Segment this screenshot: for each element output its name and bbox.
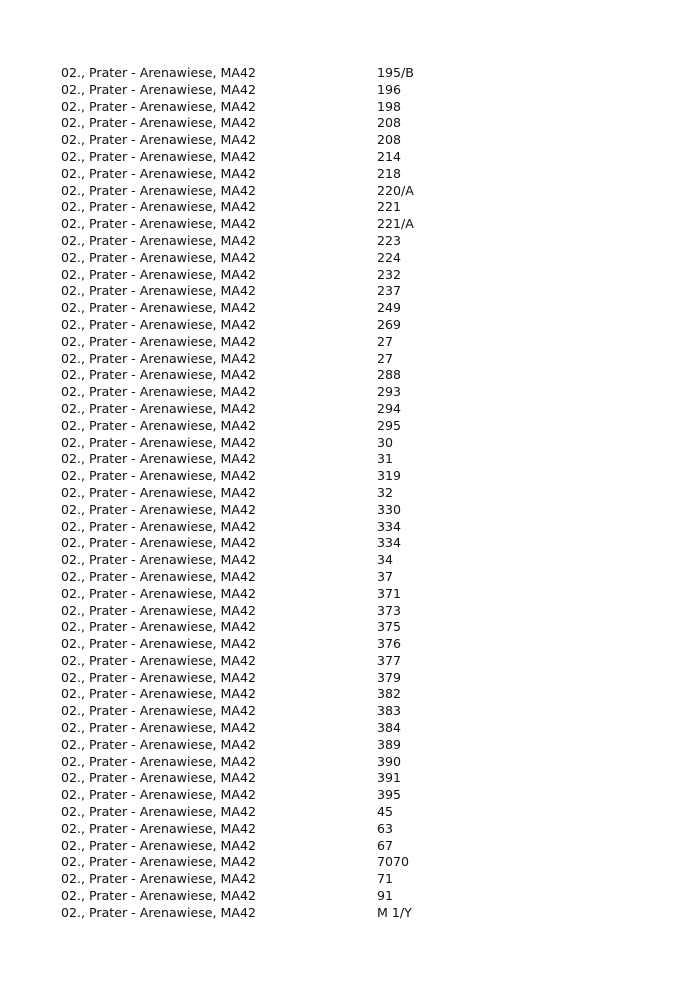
number-cell: 390: [377, 753, 402, 769]
number-cell: 294: [377, 400, 402, 416]
location-cell: 02., Prater - Arenawiese, MA42: [61, 417, 257, 433]
table-row: [61, 552, 481, 569]
location-cell: 02., Prater - Arenawiese, MA42: [61, 165, 257, 181]
location-cell: 02., Prater - Arenawiese, MA42: [61, 602, 257, 618]
location-cell: 02., Prater - Arenawiese, MA42: [61, 266, 257, 282]
table-row: [61, 737, 481, 754]
table-row: [61, 199, 481, 216]
location-cell: 02., Prater - Arenawiese, MA42: [61, 400, 257, 416]
table-row: [61, 149, 481, 166]
table-row: [61, 502, 481, 519]
location-cell: 02., Prater - Arenawiese, MA42: [61, 619, 257, 635]
location-cell: 02., Prater - Arenawiese, MA42: [61, 81, 257, 97]
number-cell: 224: [377, 249, 402, 265]
table-row: [61, 787, 481, 804]
table-row: [61, 435, 481, 452]
location-cell: 02., Prater - Arenawiese, MA42: [61, 367, 257, 383]
number-cell: 37: [377, 568, 394, 584]
table-row: [61, 535, 481, 552]
location-cell: 02., Prater - Arenawiese, MA42: [61, 501, 257, 517]
location-cell: 02., Prater - Arenawiese, MA42: [61, 182, 257, 198]
location-cell: 02., Prater - Arenawiese, MA42: [61, 720, 257, 736]
number-cell: 379: [377, 669, 402, 685]
table-row: [61, 485, 481, 502]
number-cell: 384: [377, 720, 402, 736]
number-cell: 391: [377, 770, 402, 786]
table-row: [61, 636, 481, 653]
table-row: [61, 854, 481, 871]
table-row: [61, 670, 481, 687]
number-cell: 31: [377, 451, 394, 467]
location-cell: 02., Prater - Arenawiese, MA42: [61, 585, 257, 601]
number-cell: 334: [377, 535, 402, 551]
table-row: [61, 65, 481, 82]
location-cell: 02., Prater - Arenawiese, MA42: [61, 199, 257, 215]
number-cell: 195/B: [377, 65, 414, 80]
location-cell: 02., Prater - Arenawiese, MA42: [61, 753, 257, 769]
location-cell: 02., Prater - Arenawiese, MA42: [61, 65, 257, 80]
location-cell: 02., Prater - Arenawiese, MA42: [61, 888, 257, 904]
table-row: [61, 82, 481, 99]
location-cell: 02., Prater - Arenawiese, MA42: [61, 451, 257, 467]
table-row: [61, 283, 481, 300]
table-row: [61, 653, 481, 670]
location-cell: 02., Prater - Arenawiese, MA42: [61, 669, 257, 685]
table-row: [61, 401, 481, 418]
number-cell: 376: [377, 636, 402, 652]
number-cell: 223: [377, 232, 402, 248]
number-cell: 377: [377, 652, 402, 668]
table-row: [61, 821, 481, 838]
table-row: [61, 519, 481, 536]
number-cell: 218: [377, 165, 402, 181]
number-cell: 382: [377, 686, 402, 702]
number-cell: 375: [377, 619, 402, 635]
location-cell: 02., Prater - Arenawiese, MA42: [61, 837, 257, 853]
location-cell: 02., Prater - Arenawiese, MA42: [61, 552, 257, 568]
location-cell: 02., Prater - Arenawiese, MA42: [61, 98, 257, 114]
table-row: [61, 351, 481, 368]
table-row: [61, 619, 481, 636]
location-cell: 02., Prater - Arenawiese, MA42: [61, 535, 257, 551]
number-cell: 67: [377, 837, 394, 853]
location-cell: 02., Prater - Arenawiese, MA42: [61, 434, 257, 450]
table-row: [61, 166, 481, 183]
number-cell: 45: [377, 804, 394, 820]
number-cell: 383: [377, 703, 402, 719]
number-cell: 32: [377, 484, 394, 500]
location-cell: 02., Prater - Arenawiese, MA42: [61, 568, 257, 584]
location-cell: 02., Prater - Arenawiese, MA42: [61, 518, 257, 534]
location-cell: 02., Prater - Arenawiese, MA42: [61, 736, 257, 752]
location-cell: 02., Prater - Arenawiese, MA42: [61, 820, 257, 836]
table-row: [61, 703, 481, 720]
table-row: [61, 250, 481, 267]
number-cell: 71: [377, 871, 394, 887]
number-cell: 27: [377, 333, 394, 349]
location-cell: 02., Prater - Arenawiese, MA42: [61, 636, 257, 652]
location-cell: 02., Prater - Arenawiese, MA42: [61, 216, 257, 232]
table-row: [61, 300, 481, 317]
table-row: [61, 233, 481, 250]
number-cell: 249: [377, 300, 402, 316]
location-cell: 02., Prater - Arenawiese, MA42: [61, 249, 257, 265]
number-cell: 371: [377, 585, 402, 601]
table-row: [61, 586, 481, 603]
location-cell: 02., Prater - Arenawiese, MA42: [61, 283, 257, 299]
number-cell: 63: [377, 820, 394, 836]
table-row: [61, 603, 481, 620]
location-cell: 02., Prater - Arenawiese, MA42: [61, 904, 257, 920]
number-cell: 288: [377, 367, 402, 383]
table-row: [61, 183, 481, 200]
number-cell: 232: [377, 266, 402, 282]
table-row: [61, 451, 481, 468]
location-cell: 02., Prater - Arenawiese, MA42: [61, 703, 257, 719]
number-cell: 389: [377, 736, 402, 752]
table-row: [61, 720, 481, 737]
table-row: [61, 804, 481, 821]
number-cell: 295: [377, 417, 402, 433]
number-cell: 208: [377, 115, 402, 131]
number-cell: M 1/Y: [377, 904, 412, 920]
location-cell: 02., Prater - Arenawiese, MA42: [61, 232, 257, 248]
number-cell: 220/A: [377, 182, 414, 198]
table-row: [61, 754, 481, 771]
number-cell: 373: [377, 602, 402, 618]
number-cell: 330: [377, 501, 402, 517]
table-row: [61, 838, 481, 855]
location-cell: 02., Prater - Arenawiese, MA42: [61, 854, 257, 870]
location-cell: 02., Prater - Arenawiese, MA42: [61, 350, 257, 366]
number-cell: 269: [377, 316, 402, 332]
location-cell: 02., Prater - Arenawiese, MA42: [61, 115, 257, 131]
number-cell: 91: [377, 888, 394, 904]
table-row: [61, 367, 481, 384]
table-row: [61, 770, 481, 787]
table-row: [61, 267, 481, 284]
table-row: [61, 132, 481, 149]
location-cell: 02., Prater - Arenawiese, MA42: [61, 787, 257, 803]
location-cell: 02., Prater - Arenawiese, MA42: [61, 384, 257, 400]
table-row: [61, 686, 481, 703]
number-cell: 334: [377, 518, 402, 534]
table-row: [61, 216, 481, 233]
table-row: [61, 569, 481, 586]
location-cell: 02., Prater - Arenawiese, MA42: [61, 300, 257, 316]
location-cell: 02., Prater - Arenawiese, MA42: [61, 132, 257, 148]
number-cell: 395: [377, 787, 402, 803]
location-cell: 02., Prater - Arenawiese, MA42: [61, 770, 257, 786]
number-cell: 221/A: [377, 216, 414, 232]
table-row: [61, 418, 481, 435]
location-cell: 02., Prater - Arenawiese, MA42: [61, 686, 257, 702]
number-cell: 293: [377, 384, 402, 400]
number-cell: 196: [377, 81, 402, 97]
table-row: [61, 334, 481, 351]
number-cell: 208: [377, 132, 402, 148]
table-row: [61, 888, 481, 905]
table-row: [61, 99, 481, 116]
number-cell: 7070: [377, 854, 410, 870]
number-cell: 319: [377, 468, 402, 484]
table-row: [61, 384, 481, 401]
location-cell: 02., Prater - Arenawiese, MA42: [61, 148, 257, 164]
table-row: [61, 871, 481, 888]
table-row: [61, 317, 481, 334]
location-table: [61, 65, 481, 922]
number-cell: 27: [377, 350, 394, 366]
location-cell: 02., Prater - Arenawiese, MA42: [61, 652, 257, 668]
location-cell: 02., Prater - Arenawiese, MA42: [61, 804, 257, 820]
number-cell: 34: [377, 552, 394, 568]
location-cell: 02., Prater - Arenawiese, MA42: [61, 316, 257, 332]
number-cell: 221: [377, 199, 402, 215]
location-cell: 02., Prater - Arenawiese, MA42: [61, 871, 257, 887]
table-row: [61, 115, 481, 132]
number-cell: 237: [377, 283, 402, 299]
location-cell: 02., Prater - Arenawiese, MA42: [61, 468, 257, 484]
number-cell: 198: [377, 98, 402, 114]
table-row: [61, 468, 481, 485]
location-cell: 02., Prater - Arenawiese, MA42: [61, 333, 257, 349]
table-row: [61, 905, 481, 922]
number-cell: 214: [377, 148, 402, 164]
number-cell: 30: [377, 434, 394, 450]
location-cell: 02., Prater - Arenawiese, MA42: [61, 484, 257, 500]
